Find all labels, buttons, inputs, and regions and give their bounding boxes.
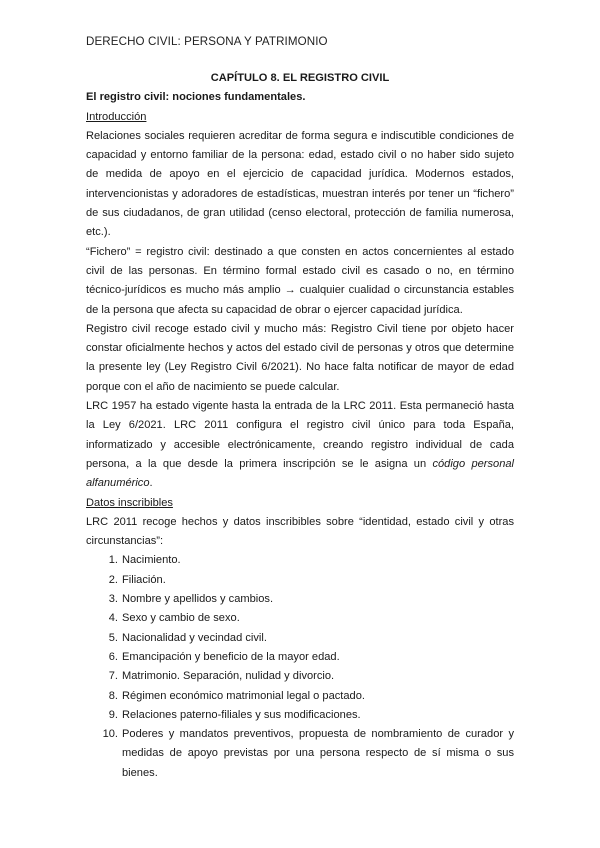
intro-paragraph-4 xyxy=(86,397,514,493)
list-number: 7. xyxy=(108,670,118,683)
list-item xyxy=(86,629,514,648)
list-number: 1. xyxy=(108,554,118,567)
list-item-text: Nacionalidad y vecindad civil. xyxy=(122,631,267,644)
list-item xyxy=(86,648,514,667)
list-item xyxy=(86,706,514,725)
list-item-text: Emancipación y beneficio de la mayor edad. xyxy=(122,650,340,663)
intro-paragraph-1: Relaciones sociales requieren acreditar de forma segura e indiscutible condiciones de capacidad y entorno familiar de la persona: edad, estado civil o no haber sido sujeto de medida de apoyo en el ejercicio de capacidad jurídica. Modernos estados, intervencionistas y adoradores de estadísticas, muestran interés por tener un “fichero” de sus ciudadanos, de gran utilidad (censo electoral, protección de familia numerosa, etc.). xyxy=(86,129,514,239)
list-item xyxy=(86,590,514,609)
list-item xyxy=(86,725,514,783)
intro-paragraph-4-end: . xyxy=(149,477,153,490)
datos-intro: LRC 2011 recoge hechos y datos inscribibles sobre “identidad, estado civil y otras circunstancias”: xyxy=(86,515,514,548)
list-number: 5. xyxy=(108,631,118,644)
list-item xyxy=(86,571,514,590)
list-item-text: Relaciones paterno-filiales y sus modificaciones. xyxy=(122,708,361,721)
italic-term: código personal alfanumérico xyxy=(86,457,515,490)
list-item-text: Sexo y cambio de sexo. xyxy=(122,612,240,625)
list-item-text: Matrimonio. Separación, nulidad y divorcio. xyxy=(122,670,335,683)
list-number: 6. xyxy=(108,650,118,663)
intro-paragraph-4-text: LRC 1957 ha estado vigente hasta la entrada de la LRC 2011. Esta permaneció hasta la Ley 6/2021. LRC 2011 configura el registro civil único para toda España, informatizado y accesible electrónicamente, creando registro individual de cada persona, a la que desde la primera inscripción se le asigna un xyxy=(86,400,514,470)
intro-paragraph-2: “Fichero” = registro civil: destinado a que consten en actos concernientes al estado civil de las personas. En término formal estado civil es casado o no, en término técnico-jurídicos es mucho más amplio → cualquier cualidad o circunstancia estables de la persona que afecta su capacidad de obrar o ejercer capacidad jurídica. xyxy=(86,245,514,316)
intro-heading: Introducción xyxy=(86,110,147,123)
list-number: 10. xyxy=(102,728,118,741)
list-number: 8. xyxy=(108,689,118,702)
list-number: 3. xyxy=(108,593,118,606)
datos-list xyxy=(86,551,514,783)
list-item xyxy=(86,687,514,706)
intro-paragraph-3: Registro civil recoge estado civil y mucho más: Registro Civil tiene por objeto hacer constar oficialmente hechos y actos del estado civil de personas y otros que determine la presente ley (Ley Registro Civil 6/2021). No hace falta notificar de mayor de edad porque con el año de nacimiento se puede calcular. xyxy=(86,322,514,393)
list-number: 2. xyxy=(108,573,118,586)
list-item xyxy=(86,667,514,686)
list-item-text: Filiación. xyxy=(122,573,166,586)
list-number: 9. xyxy=(108,708,118,721)
datos-heading: Datos inscribibles xyxy=(86,496,173,509)
list-item xyxy=(86,609,514,628)
page-content xyxy=(86,69,514,783)
list-item-text: Régimen económico matrimonial legal o pactado. xyxy=(122,689,365,702)
list-item-text: Nombre y apellidos y cambios. xyxy=(122,593,274,606)
list-item-text: Poderes y mandatos preventivos, propuesta de nombramiento de curador y medidas de apoyo previstas por una persona respecto de sí misma o sus bienes. xyxy=(122,728,514,779)
list-number: 4. xyxy=(108,612,118,625)
running-header: DERECHO CIVIL: PERSONA Y PATRIMONIO xyxy=(86,35,328,48)
chapter-title: CAPÍTULO 8. EL REGISTRO CIVIL xyxy=(210,72,390,84)
list-item xyxy=(86,551,514,570)
list-item-text: Nacimiento. xyxy=(122,554,181,567)
section-title: El registro civil: nociones fundamentales. xyxy=(86,91,306,104)
